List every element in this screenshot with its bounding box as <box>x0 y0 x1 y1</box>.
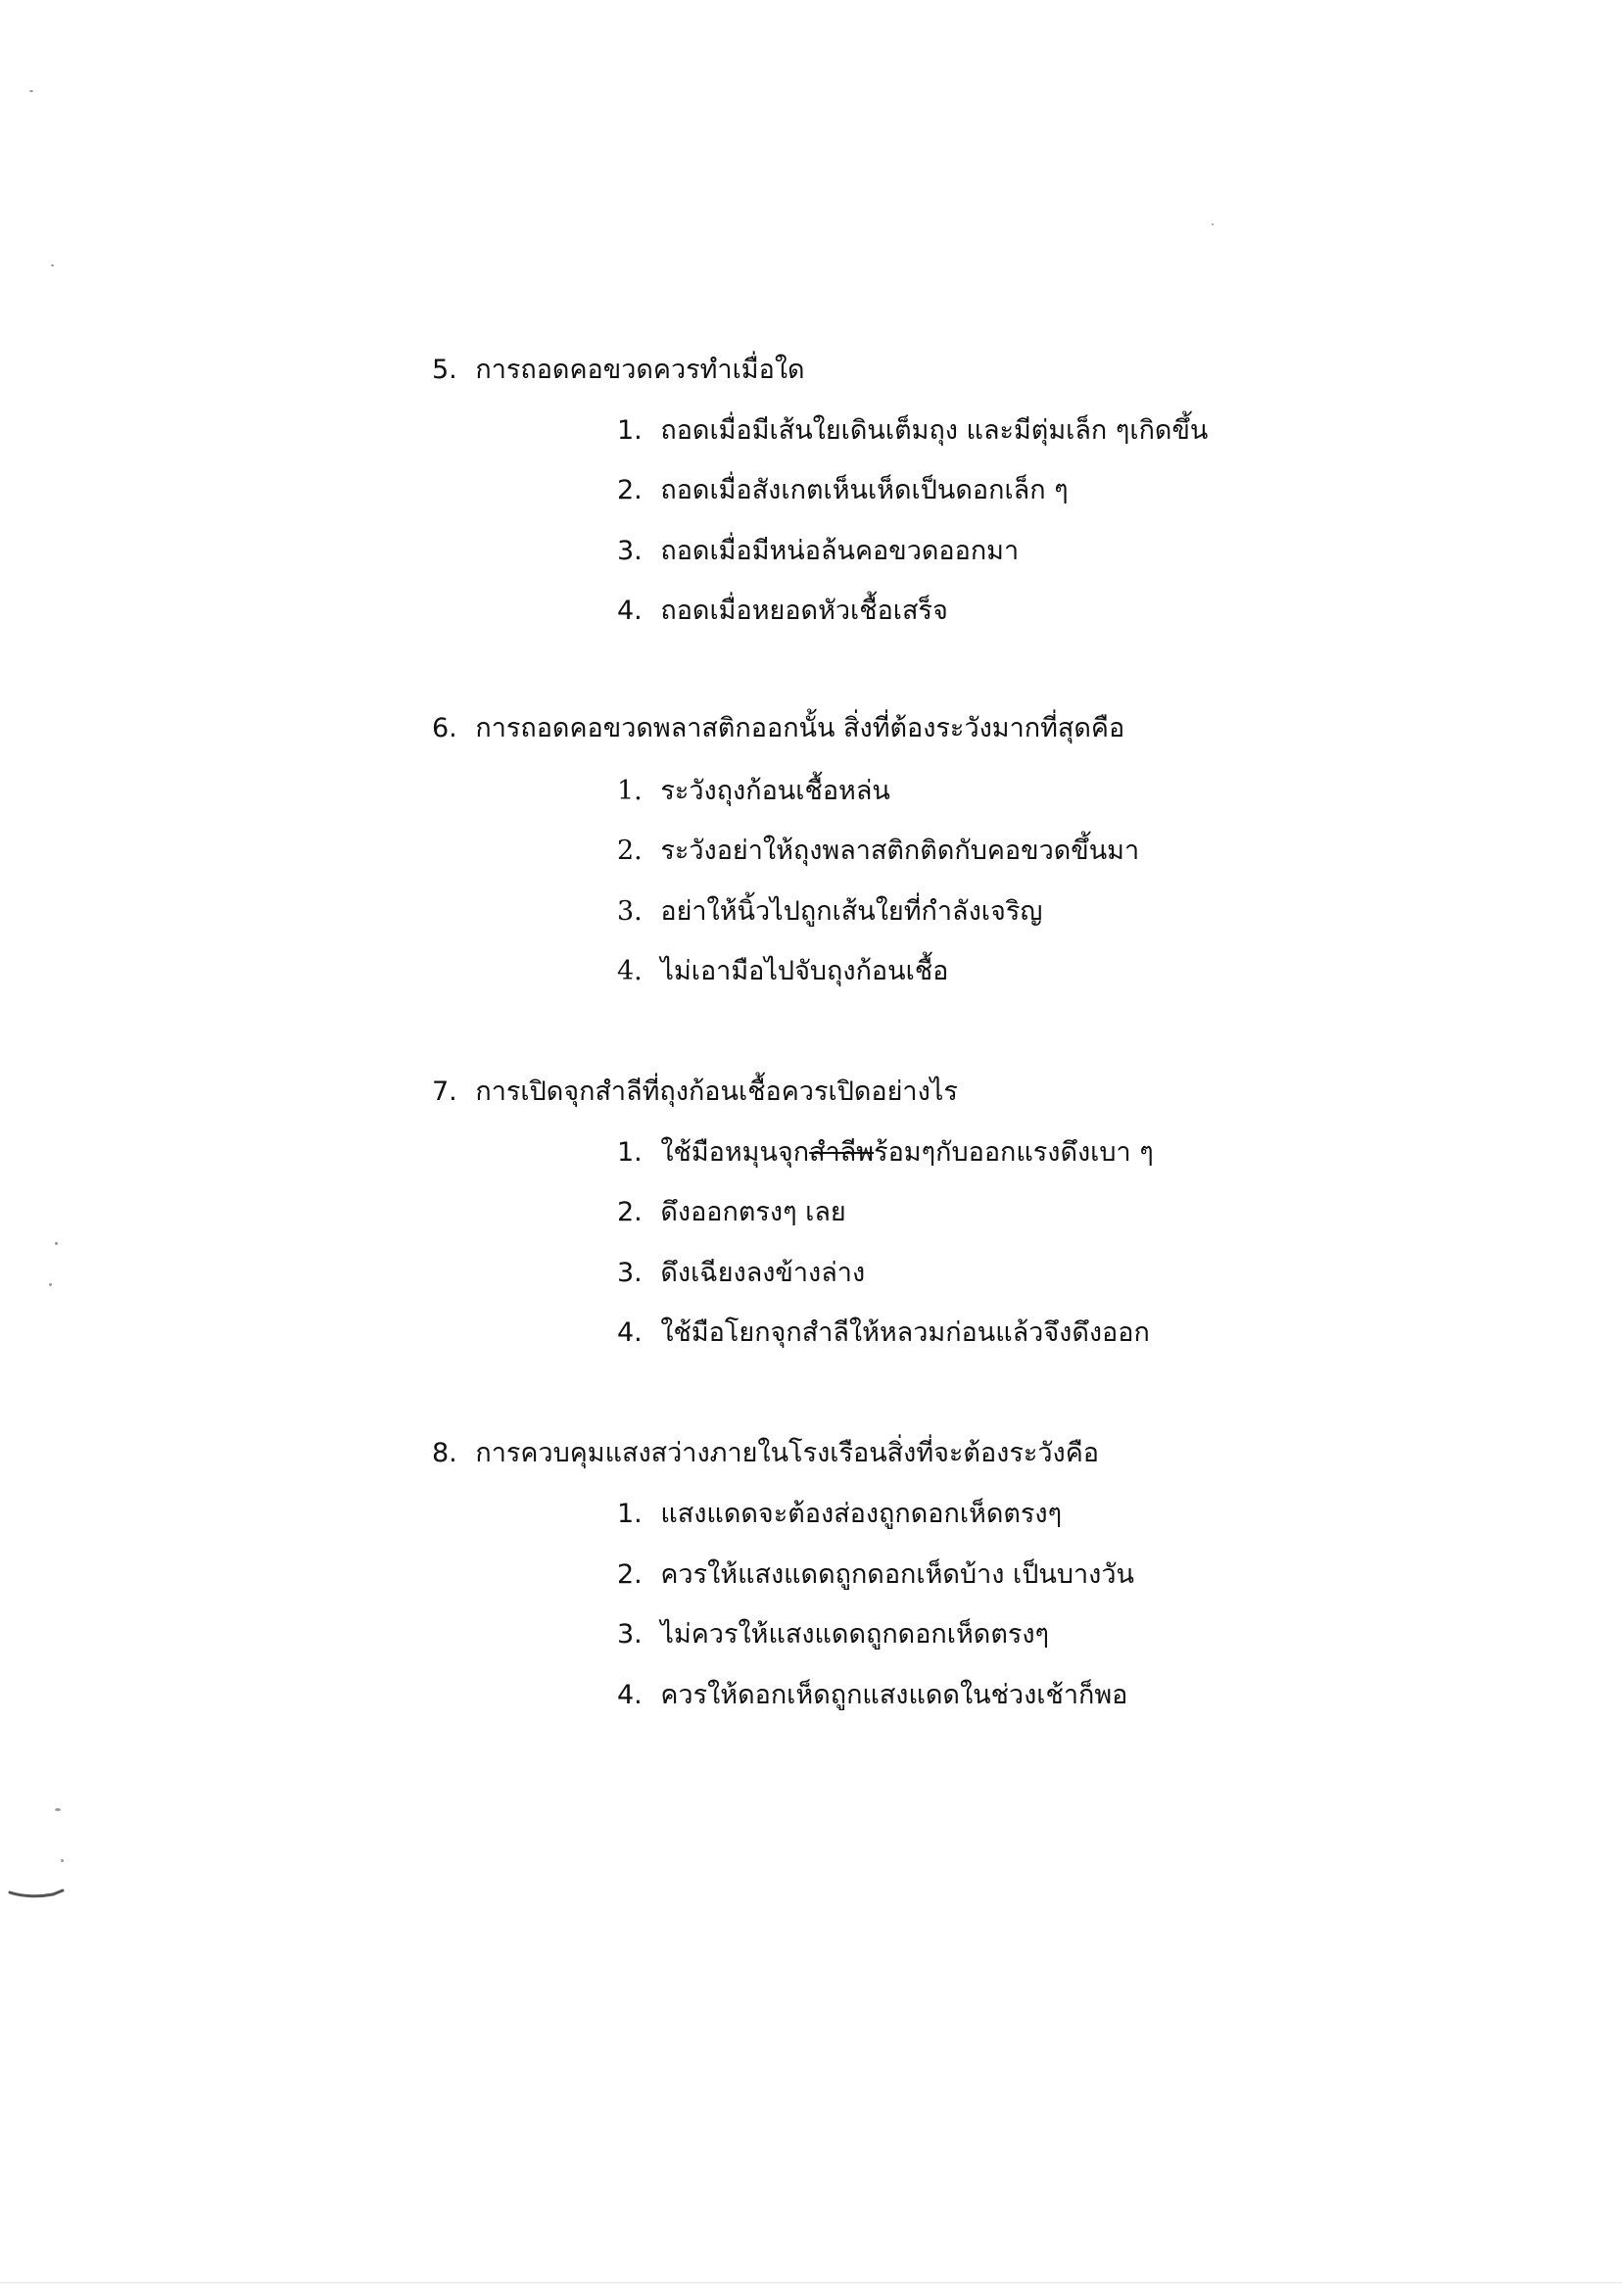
question-5-option-4 <box>617 595 948 628</box>
option-text: อย่าให้นิ้วไปถูกเส้นใยที่กำลังเจริญ <box>660 896 1043 927</box>
option-number: 1. <box>617 776 643 806</box>
scan-speck <box>49 1283 52 1286</box>
question-5-option-2 <box>617 474 1069 507</box>
option-text: ดึงเฉียงลงข้างล่าง <box>660 1258 866 1288</box>
question-8-prompt <box>432 1437 1099 1470</box>
option-text: ถอดเมื่อหยอดหัวเชื้อเสร็จ <box>660 596 948 626</box>
scan-speck <box>61 1859 64 1862</box>
question-text: การเปิดจุกสำลีที่ถุงก้อนเชื้อควรเปิดอย่างไร <box>475 1076 958 1107</box>
question-number: 6. <box>432 713 457 743</box>
question-7-option-2 <box>617 1196 846 1229</box>
question-5-prompt <box>432 354 805 387</box>
question-6-option-4 <box>617 955 948 988</box>
scan-speck <box>51 264 54 266</box>
scan-speck <box>1212 223 1214 225</box>
option-number: 2. <box>617 1197 643 1227</box>
option-number: 4. <box>617 596 643 626</box>
question-7-option-1 <box>617 1136 1154 1170</box>
option-number: 2. <box>617 1559 643 1590</box>
option-text-after: ร้อมๆกับออกแรงดึงเบา ๆ <box>874 1137 1154 1168</box>
question-7-option-4 <box>617 1316 1150 1350</box>
option-text-before: ใช้มือหมุนจุก <box>660 1137 810 1168</box>
scan-speck <box>55 1808 61 1811</box>
question-5-option-3 <box>617 535 1019 568</box>
option-text: ไม่เอามือไปจับถุงก้อนเชื้อ <box>660 956 949 986</box>
option-number: 2. <box>617 475 643 505</box>
scan-speck <box>55 1242 58 1245</box>
question-7-prompt <box>432 1076 958 1109</box>
question-5-option-1 <box>617 414 1208 448</box>
struck-text: สำลีพ <box>809 1137 875 1168</box>
question-6-option-3 <box>617 895 1042 929</box>
question-text: การถอดคอขวดควรทำเมื่อใด <box>475 355 805 385</box>
question-6-option-1 <box>617 775 890 808</box>
option-number: 1. <box>617 415 643 446</box>
question-number: 8. <box>432 1438 457 1468</box>
question-6-prompt <box>432 712 1124 745</box>
option-text: แสงแดดจะต้องส่องถูกดอกเห็ดตรงๆ <box>660 1499 1063 1529</box>
margin-scribble <box>8 1885 65 1902</box>
option-text: ถอดเมื่อมีหน่อล้นคอขวดออกมา <box>660 536 1020 566</box>
option-number: 3. <box>617 896 643 927</box>
option-number: 3. <box>617 1258 643 1288</box>
option-text: ระวังถุงก้อนเชื้อหล่น <box>660 776 890 806</box>
question-7-option-3 <box>617 1257 865 1290</box>
option-text: ควรให้ดอกเห็ดถูกแสงแดดในช่วงเช้าก็พอ <box>660 1680 1128 1710</box>
option-text: ใช้มือโยกจุกสำลีให้หลวมก่อนแล้วจึงดึงออก <box>660 1317 1150 1348</box>
option-text: ไม่ควรให้แสงแดดถูกดอกเห็ดตรงๆ <box>660 1619 1050 1650</box>
option-text: ถอดเมื่อมีเส้นใยเดินเต็มถุง และมีตุ่มเล็ก ๆเกิดขึ้น <box>660 415 1209 446</box>
page-edge-line <box>0 2282 1622 2283</box>
option-number: 1. <box>617 1137 643 1168</box>
option-number: 4. <box>617 956 643 986</box>
option-text: ดึงออกตรงๆ เลย <box>660 1197 846 1227</box>
question-8-option-1 <box>617 1498 1062 1531</box>
question-number: 7. <box>432 1076 457 1107</box>
option-number: 4. <box>617 1680 643 1710</box>
question-8-option-2 <box>617 1558 1134 1592</box>
option-number: 2. <box>617 836 643 866</box>
question-number: 5. <box>432 355 457 385</box>
option-text: ควรให้แสงแดดถูกดอกเห็ดบ้าง เป็นบางวัน <box>660 1559 1134 1590</box>
question-8-option-3 <box>617 1618 1049 1651</box>
option-text: ถอดเมื่อสังเกตเห็นเห็ดเป็นดอกเล็ก ๆ <box>660 475 1069 505</box>
option-number: 3. <box>617 536 643 566</box>
option-text: ระวังอย่าให้ถุงพลาสติกติดกับคอขวดขึ้นมา <box>660 836 1140 866</box>
question-6-option-2 <box>617 835 1139 868</box>
question-text: การควบคุมแสงสว่างภายในโรงเรือนสิ่งที่จะต้องระวังคือ <box>475 1438 1099 1468</box>
question-text: การถอดคอขวดพลาสติกออกนั้น สิ่งที่ต้องระวังมากที่สุดคือ <box>475 713 1125 743</box>
option-number: 3. <box>617 1619 643 1650</box>
option-number: 1. <box>617 1499 643 1529</box>
scan-speck <box>29 90 33 92</box>
option-number: 4. <box>617 1317 643 1348</box>
question-8-option-4 <box>617 1679 1127 1712</box>
